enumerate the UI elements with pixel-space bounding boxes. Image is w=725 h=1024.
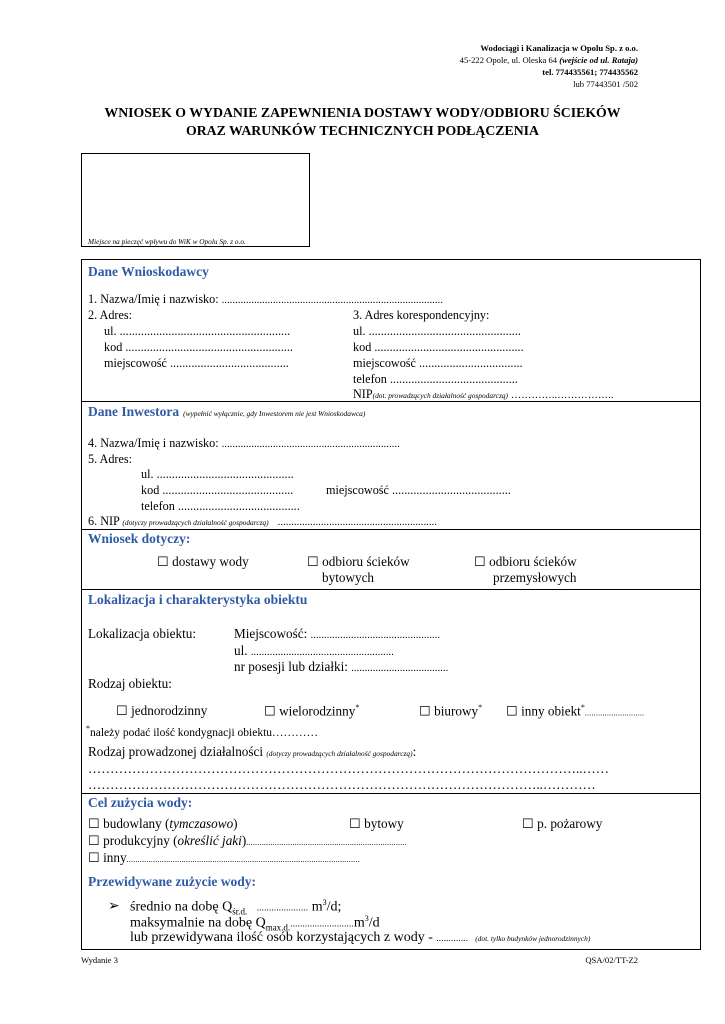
divider [81,589,701,590]
checkbox[interactable]: ☐ [506,703,518,719]
checkbox[interactable]: ☐ [88,816,100,831]
usage-average-row[interactable]: średnio na dobę $Q_{śr.d.}$ ..................... $m^3/d$; [130,898,342,917]
applicant-name-row[interactable]: 1. Nazwa/Imię i nazwisko: .................................................................................. [88,292,444,306]
floors-note[interactable]: *należy podać ilość kondygnacji obiektu………… [86,724,319,739]
location-street-field[interactable]: ul. ..................................................... [234,643,394,658]
company-address: 45-222 Opole, ul. Oleska 64 (wejście od ul. Rataja) [459,55,638,65]
activity-line-2[interactable]: …………………………………………………………………………………………..………… [88,777,596,792]
activity-label: Rodzaj prowadzonej działalności (dotyczy prowadzących działalność gospodarczą): [88,744,417,759]
location-plot-field[interactable]: nr posesji lub działki: .................................... [234,659,449,674]
request-option-industrial-sewage-line2: przemysłowych [493,570,577,585]
checkbox[interactable]: ☐ [264,703,276,719]
request-option-domestic-sewage[interactable]: ☐ odbioru ścieków [307,554,410,569]
form-title-line1: WNIOSEK O WYDANIE ZAPEWNIENIA DOSTAWY WODY/ODBIORU ŚCIEKÓW [104,105,621,120]
stamp-caption: Miejsce na pieczęć wpływu do WiK w Opolu Sp. z o.o. [88,237,246,246]
footer-edition: Wydanie 3 [81,955,118,965]
request-option-water[interactable]: ☐ dostawy wody [157,554,249,569]
checkbox[interactable]: ☐ [307,554,319,569]
checkbox[interactable]: ☐ [474,554,486,569]
location-city-field[interactable]: Miejscowość: ................................................ [234,626,441,641]
corr-address-label: 3. Adres korespondencyjny: [353,308,490,322]
checkbox[interactable]: ☐ [88,833,100,848]
request-option-industrial-sewage[interactable]: ☐ odbioru ścieków [474,554,577,569]
section-heading-purpose: Cel zużycia wody: [88,795,193,810]
corr-phone-field[interactable]: telefon .......................................... [353,372,518,386]
usage-bullet: ➢ [108,899,120,914]
purpose-fire[interactable]: ☐ p. pożarowy [522,816,603,831]
building-type-office[interactable]: ☐ biurowy* [419,703,483,719]
usage-persons-row[interactable]: lub przewidywana ilość osób korzystających z wody - ............. (dot. tylko budynków jednorodzinnych) [130,930,591,945]
corr-street-field[interactable]: ul. .................................................. [353,324,521,338]
building-type-other[interactable]: ☐ inny obiekt*........................... [506,703,645,719]
purpose-production[interactable]: ☐ produkcyjny (określić jaki)......................................................................... [88,833,407,848]
divider [81,529,701,530]
section-heading-usage: Przewidywane zużycie wody: [88,874,256,889]
checkbox[interactable]: ☐ [157,554,169,569]
investor-name-row[interactable]: 4. Nazwa/Imię i nazwisko: .................................................................. [88,436,400,450]
section-heading-request: Wniosek dotyczy: [88,531,191,546]
location-label: Lokalizacja obiektu: [88,626,197,641]
company-phone: tel. 774435561; 774435562 [542,67,638,77]
section-heading-applicant: Dane Wnioskodawcy [88,264,209,279]
applicant-city-field[interactable]: miejscowość ....................................... [104,356,289,370]
corr-city-field[interactable]: miejscowość .................................. [353,356,523,370]
checkbox[interactable]: ☐ [349,816,361,831]
building-type-label: Rodzaj obiektu: [88,676,172,691]
investor-nip-field[interactable]: 6. NIP (dotyczy prowadzących działalność gospodarczą) ........................................................... [88,514,438,528]
company-name: Wodociągi i Kanalizacja w Opolu Sp. z o.o. [480,43,638,53]
applicant-address-label: 2. Adres: [88,308,133,322]
corr-postcode-field[interactable]: kod ................................................. [353,340,524,354]
investor-city-field[interactable]: miejscowość ....................................... [326,483,511,497]
building-type-multi-family[interactable]: ☐ wielorodzinny* [264,703,360,719]
investor-phone-field[interactable]: telefon ........................................ [141,499,300,513]
investor-address-label: 5. Adres: [88,452,133,466]
applicant-street-field[interactable]: ul. ........................................................ [104,324,291,338]
activity-line-1[interactable]: …………………………………………………………………………………………………..…… [88,761,609,776]
section-heading-location: Lokalizacja i charakterystyka obiektu [88,592,308,607]
purpose-domestic[interactable]: ☐ bytowy [349,816,404,831]
applicant-postcode-field[interactable]: kod ....................................................... [104,340,293,354]
checkbox[interactable]: ☐ [88,850,100,865]
checkbox[interactable]: ☐ [116,703,128,718]
usage-max-row[interactable]: maksymalnie na dobę $Q_{max.d.}..........................m^3/d$ [130,914,380,933]
section-heading-investor: Dane Inwestora (wypełnić wyłącznie, gdy Inwestorem nie jest Wnioskodawca) [88,404,366,419]
stamp-box [81,153,310,247]
checkbox[interactable]: ☐ [522,816,534,831]
request-option-domestic-sewage-line2: bytowych [322,570,375,585]
purpose-other[interactable]: ☐ inny.......................................................................................................... [88,850,360,865]
investor-street-field[interactable]: ul. ............................................. [141,467,294,481]
divider [81,793,701,794]
applicant-nip-field[interactable]: NIP(dot. prowadzących działalność gospodarczą) …………..…………….. [353,387,614,401]
investor-postcode-field[interactable]: kod ........................................... [141,483,294,497]
company-phone-alt: lub 77443501 /502 [573,79,638,89]
form-title-line2: ORAZ WARUNKÓW TECHNICZNYCH PODŁĄCZENIA [185,123,540,138]
footer-doc-code: QSA/02/TT-Z2 [585,955,638,965]
purpose-construction[interactable]: ☐ budowlany (tymczasowo) [88,816,238,831]
building-type-single-family[interactable]: ☐ jednorodzinny [116,703,208,718]
checkbox[interactable]: ☐ [419,703,431,719]
